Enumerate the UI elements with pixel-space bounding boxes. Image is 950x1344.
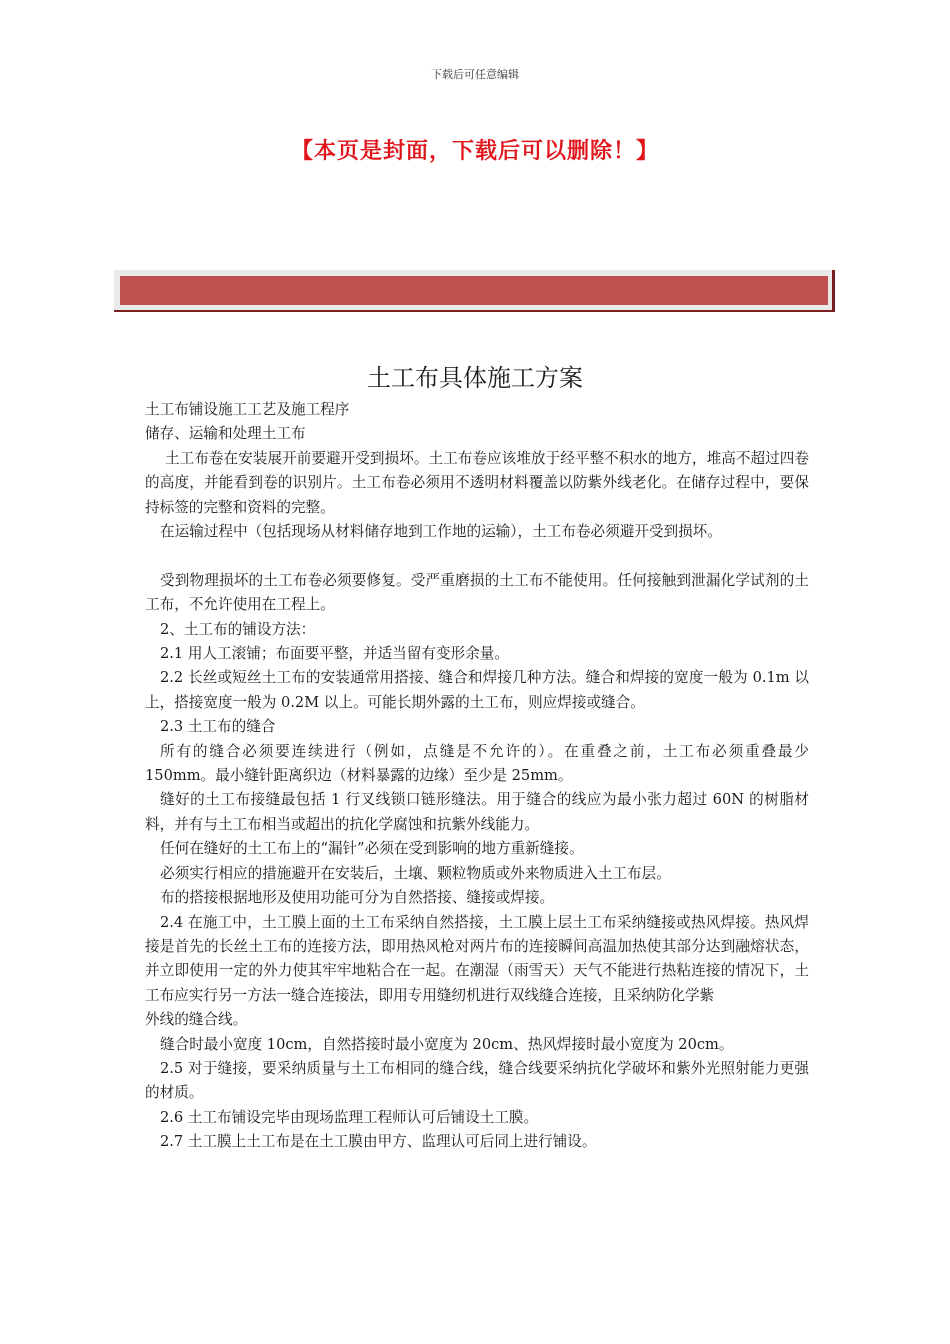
paragraph: 2、土工布的铺设方法： — [160, 620, 316, 638]
paragraph: 受到物理损坏的土工布卷必须要修复。受严重磨损的土工布不能使用。任何接触到泄漏化学试剂的土工布，不允许使用在工程上。 — [145, 571, 809, 614]
paragraph: 必须实行相应的措施避开在安装后，土壤、颗粒物质或外来物质进入土工布层。 — [160, 864, 671, 882]
paragraph: 2.5 对于缝接，要采纳质量与土工布相同的缝合线，缝合线要采纳抗化学破坏和紫外光照射能力更强的材质。 — [145, 1059, 809, 1102]
paragraph: 2.7 土工膜上土工布是在土工膜由甲方、监理认可后同上进行铺设。 — [160, 1133, 597, 1151]
paragraph: 土工布卷在安装展开前要避开受到损坏。土工布卷应该堆放于经平整不积水的地方，堆高不超过四卷的高度，并能看到卷的识别片。土工布卷必须用不透明材料覆盖以防紫外线老化。在储存过程中，要保持标签的完整和资料的完整。 — [145, 449, 809, 516]
page-header-note: 下载后可任意编辑 — [431, 68, 519, 81]
section-heading: 土工布铺设施工工艺及施工程序 — [145, 401, 350, 418]
paragraph: 缝好的土工布接缝最包括 1 行叉线锁口链形缝法。用于缝合的线应为最小张力超过 60N 的树脂材料，并有与土工布相当或超出的抗化学腐蚀和抗紫外线能力。 — [145, 791, 809, 833]
paragraph: 2.4 在施工中，土工膜上面的土工布采纳自然搭接，土工膜上层土工布采纳缝接或热风焊接。热风焊接是首先的长丝土工布的连接方法，即用热风枪对两片布的连接瞬间高温加热使其部分达到融熔状态，并立即使用一定的外力使其牢牢地粘合在一起。在潮湿（雨雪天）天气不能进行热粘连接的情况下，土工布应实行另一方法一缝合连接法，即用专用缝纫机进行双线缝合连接，且采纳防化学紫 — [145, 913, 809, 1004]
paragraph: 外线的缝合线。 — [145, 1011, 248, 1029]
document-body — [145, 398, 809, 1155]
cover-notice: 【本页是封面，下载后可以删除！】 — [290, 138, 659, 164]
blank-line — [145, 544, 809, 568]
document-title: 土工布具体施工方案 — [367, 364, 583, 392]
section-heading: 储存、运输和处理土工布 — [145, 425, 306, 443]
paragraph: 任何在缝好的土工布上的“漏针”必须在受到影响的地方重新缝接。 — [160, 840, 584, 858]
paragraph: 2.3 土工布的缝合 — [160, 718, 276, 736]
paragraph: 缝合时最小宽度 10cm，自然搭接时最小宽度为 20cm、热风焊接时最小宽度为 20cm。 — [160, 1035, 734, 1053]
cover-banner-bar — [120, 276, 828, 305]
paragraph: 在运输过程中（包括现场从材料储存地到工作地的运输），土工布卷必须避开受到损坏。 — [160, 523, 722, 541]
paragraph: 所有的缝合必须要连续进行（例如，点缝是不允许的）。在重叠之前，土工布必须重叠最少 150mm。最小缝针距离织边（材料暴露的边缘）至少是 25mm。 — [145, 742, 809, 785]
paragraph: 2.6 土工布铺设完毕由现场监理工程师认可后铺设土工膜。 — [160, 1108, 539, 1126]
paragraph: 2.1 用人工滚铺；布面要平整，并适当留有变形余量。 — [160, 645, 509, 663]
paragraph: 2.2 长丝或短丝土工布的安装通常用搭接、缝合和焊接几种方法。缝合和焊接的宽度一般为 0.1m 以上，搭接宽度一般为 0.2M 以上。可能长期外露的土工布，则应焊接或缝合。 — [145, 669, 809, 711]
cover-banner — [114, 270, 835, 312]
paragraph: 布的搭接根据地形及使用功能可分为自然搭接、缝接或焊接。 — [160, 889, 555, 907]
